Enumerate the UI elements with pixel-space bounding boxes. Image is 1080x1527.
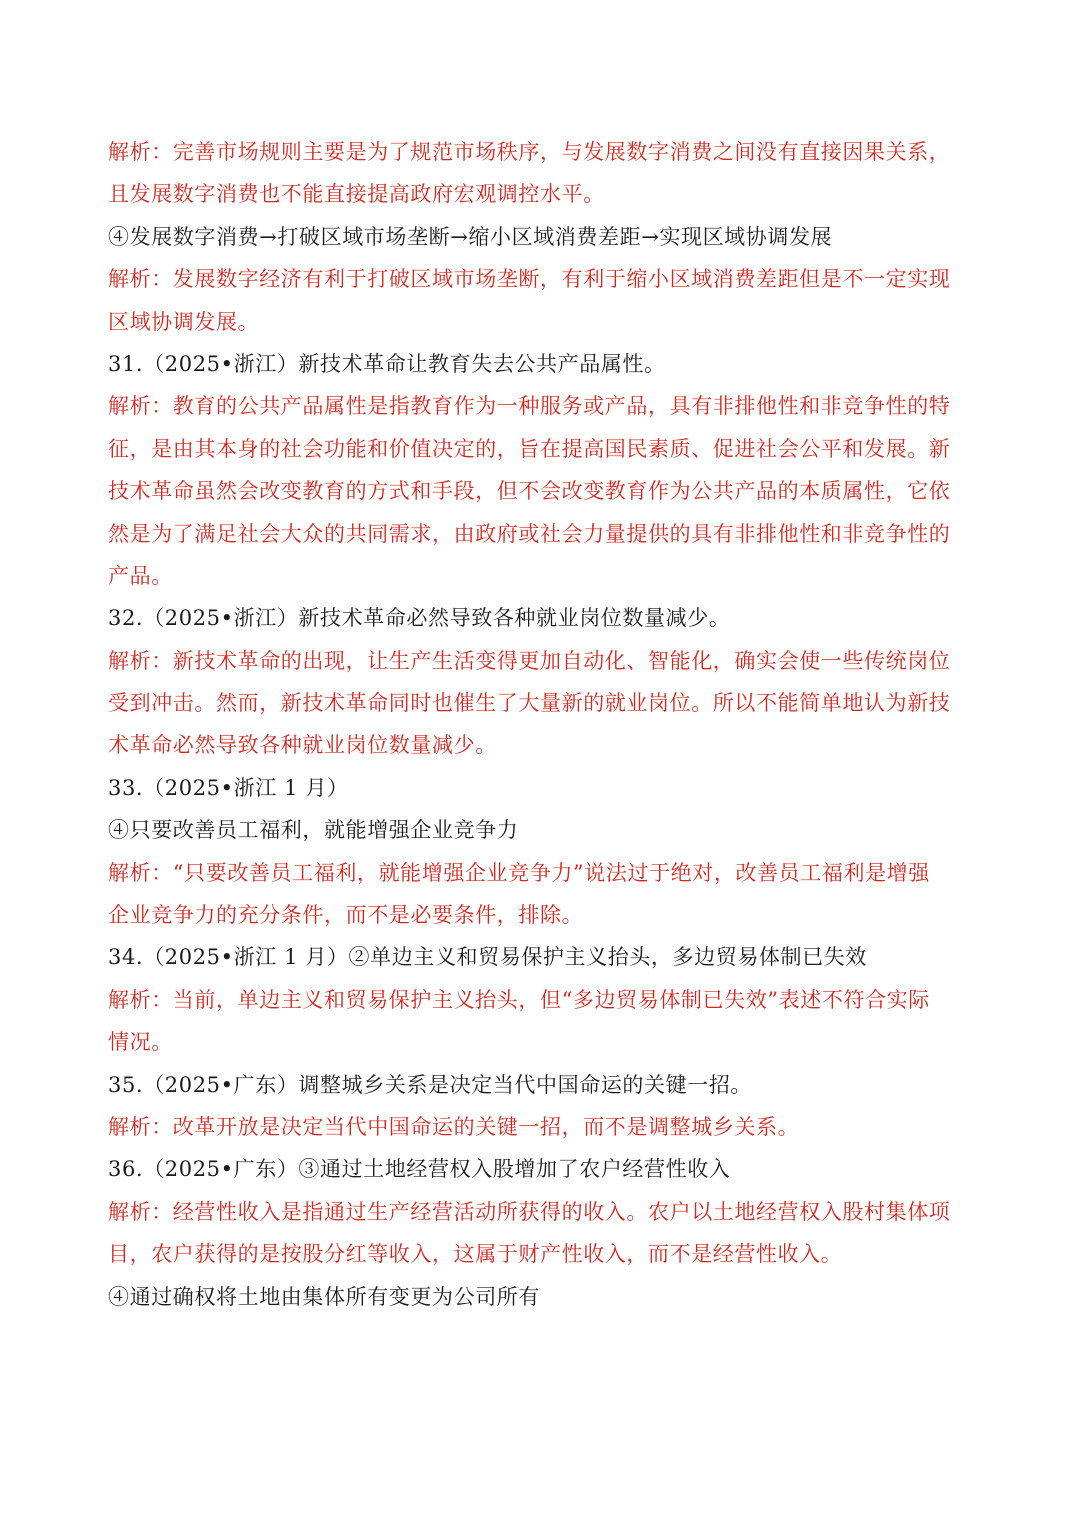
question-line: ④只要改善员工福利，就能增强企业竞争力 — [108, 818, 519, 843]
analysis-line: 征，是由其本身的社会功能和价值决定的，旨在提高国民素质、促进社会公平和发展。新 — [108, 436, 951, 461]
question-line: 34.（2025•浙江 1 月）②单边主义和贸易保护主义抬头，多边贸易体制已失效 — [108, 945, 867, 970]
analysis-line: 区域协调发展。 — [108, 309, 260, 334]
question-line: ④发展数字消费→打破区域市场垄断→缩小区域消费差距→实现区域协调发展 — [108, 224, 833, 249]
analysis-line: 解析：当前，单边主义和贸易保护主义抬头，但“多边贸易体制已失效”表述不符合实际 — [108, 987, 930, 1012]
analysis-line: 解析：新技术革命的出现，让生产生活变得更加自动化、智能化，确实会使一些传统岗位 — [108, 648, 951, 673]
analysis-line: 产品。 — [108, 563, 173, 588]
question-line: 33.（2025•浙江 1 月） — [108, 775, 349, 800]
analysis-line: 解析：发展数字经济有利于打破区域市场垄断，有利于缩小区域消费差距但是不一定实现 — [108, 267, 951, 292]
question-line: 36.（2025•广东）③通过土地经营权入股增加了农户经营性收入 — [108, 1157, 731, 1182]
analysis-line: 解析：教育的公共产品属性是指教育作为一种服务或产品，具有非排他性和非竞争性的特 — [108, 394, 951, 419]
question-line: ④通过确权将土地由集体所有变更为公司所有 — [108, 1284, 540, 1309]
analysis-line: 术革命必然导致各种就业岗位数量减少。 — [108, 733, 497, 758]
analysis-line: 技术革命虽然会改变教育的方式和手段，但不会改变教育作为公共产品的本质属性，它依 — [108, 479, 951, 504]
analysis-line: 解析：“只要改善员工福利，就能增强企业竞争力”说法过于绝对，改善员工福利是增强 — [108, 860, 930, 885]
analysis-line: 企业竞争力的充分条件，而不是必要条件，排除。 — [108, 903, 584, 928]
analysis-line: 情况。 — [108, 1030, 173, 1055]
analysis-line: 然是为了满足社会大众的共同需求，由政府或社会力量提供的具有非排他性和非竞争性的 — [108, 521, 951, 546]
analysis-line: 目，农户获得的是按股分红等收入，这属于财产性收入，而不是经营性收入。 — [108, 1242, 843, 1267]
document-body — [108, 131, 970, 1318]
question-line: 32.（2025•浙江）新技术革命必然导致各种就业岗位数量减少。 — [108, 606, 731, 631]
analysis-line: 受到冲击。然而，新技术革命同时也催生了大量新的就业岗位。所以不能简单地认为新技 — [108, 691, 951, 716]
analysis-line: 且发展数字消费也不能直接提高政府宏观调控水平。 — [108, 182, 605, 207]
analysis-line: 解析：完善市场规则主要是为了规范市场秩序，与发展数字消费之间没有直接因果关系， — [108, 140, 951, 164]
analysis-line: 解析：经营性收入是指通过生产经营活动所获得的收入。农户以土地经营权入股村集体项 — [108, 1199, 951, 1224]
analysis-line: 解析：改革开放是决定当代中国命运的关键一招，而不是调整城乡关系。 — [108, 1114, 800, 1139]
question-line: 35.（2025•广东）调整城乡关系是决定当代中国命运的关键一招。 — [108, 1072, 753, 1097]
question-line: 31.（2025•浙江）新技术革命让教育失去公共产品属性。 — [108, 351, 666, 376]
